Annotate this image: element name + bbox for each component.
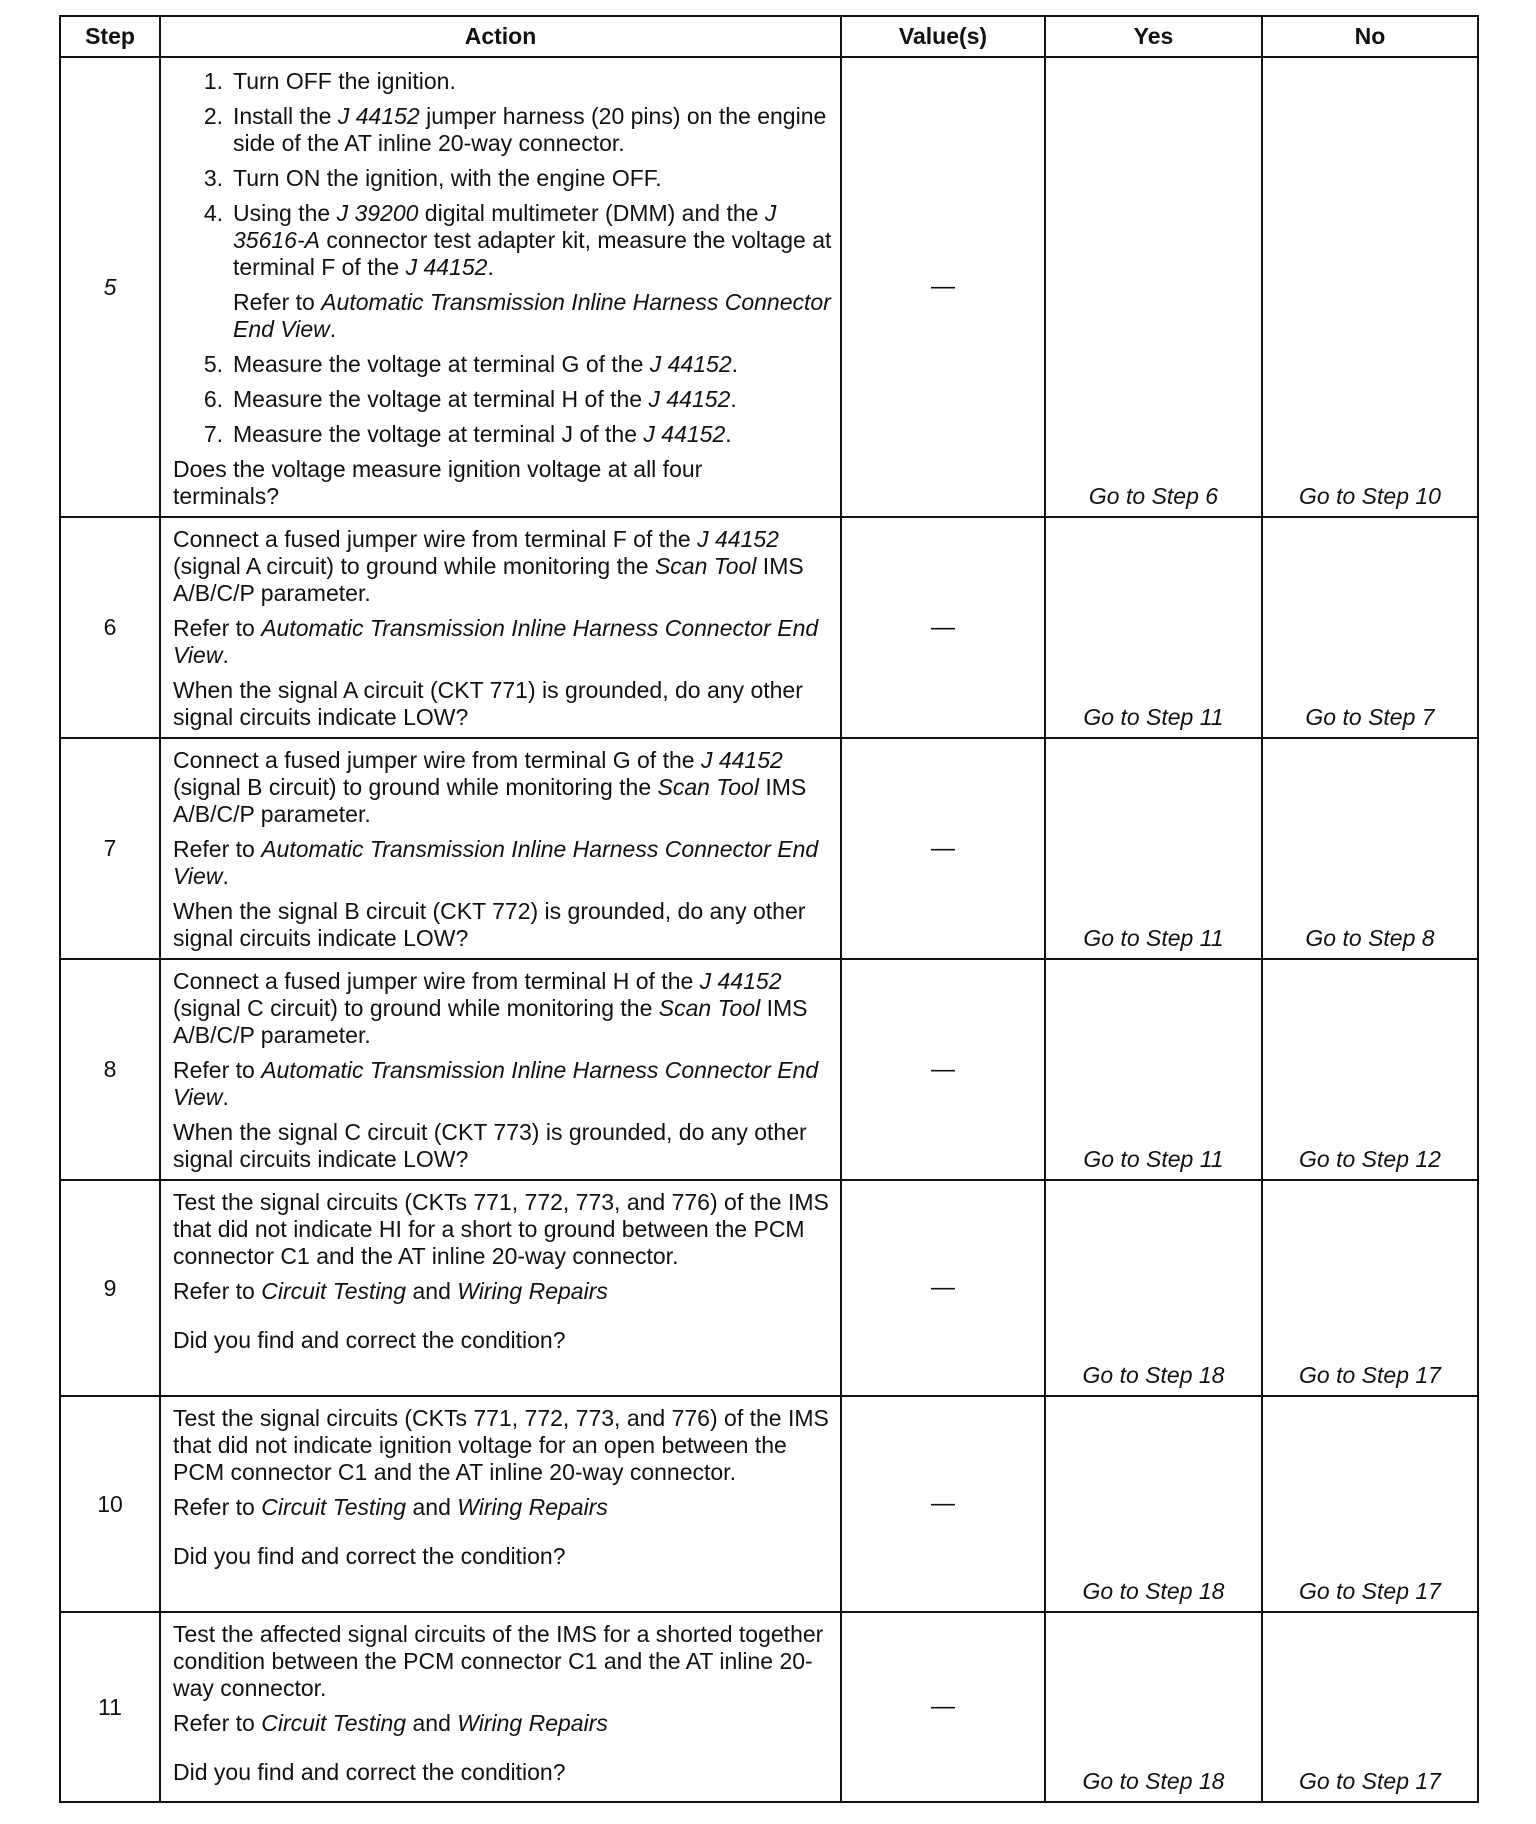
list-item: 2. Install the J 44152 jumper harness (20 pins) on the engine side of the AT inline 20-way connector. xyxy=(203,103,827,156)
step-number: 10 xyxy=(60,1396,160,1612)
no-cell: Go to Step 17 xyxy=(1262,1612,1478,1802)
yes-cell: Go to Step 11 xyxy=(1045,959,1262,1180)
header-no: No xyxy=(1262,16,1478,57)
list-item: 4. Using the J 39200 digital multimeter (DMM) and the J 35616-A connector test adapter kit, measure the voltage at terminal F of the J 44152. xyxy=(203,200,832,280)
no-cell: Go to Step 17 xyxy=(1262,1396,1478,1612)
table-row xyxy=(60,1180,1478,1396)
value-cell: — xyxy=(841,959,1045,1180)
list-item: 7. Measure the voltage at terminal J of the J 44152. xyxy=(203,421,732,447)
refer-note: Refer to Circuit Testing and Wiring Repairs xyxy=(173,1494,608,1520)
no-cell: Go to Step 7 xyxy=(1262,517,1478,738)
table-row xyxy=(60,1612,1478,1802)
no-cell: Go to Step 17 xyxy=(1262,1180,1478,1396)
action-cell: Connect a fused jumper wire from terminal F of the J 44152 (signal A circuit) to ground while monitoring the Scan Tool IMS A/B/C/P parameter. Refer to Automatic Transmission Inline Harness Connector End View. When the signal A circuit (CKT 771) is grounded, do any other signal circuits indicate LOW? xyxy=(160,517,841,738)
header-action: Action xyxy=(160,16,841,57)
diagnostic-table xyxy=(59,15,1479,1803)
action-cell: Test the affected signal circuits of the IMS for a shorted together condition between the PCM connector C1 and the AT inline 20-way connector. Refer to Circuit Testing and Wiring Repairs Did you find and correct the condition? xyxy=(160,1612,841,1802)
list-item: 3. Turn ON the ignition, with the engine OFF. xyxy=(203,165,662,191)
question-text: Did you find and correct the condition? xyxy=(173,1543,566,1569)
step-number: 5 xyxy=(60,57,160,517)
table-row xyxy=(60,959,1478,1180)
action-cell: Connect a fused jumper wire from terminal H of the J 44152 (signal C circuit) to ground while monitoring the Scan Tool IMS A/B/C/P parameter. Refer to Automatic Transmission Inline Harness Connector End View. When the signal C circuit (CKT 773) is grounded, do any other signal circuits indicate LOW? xyxy=(160,959,841,1180)
header-step: Step xyxy=(60,16,160,57)
refer-note: Refer to Automatic Transmission Inline Harness Connector End View. xyxy=(173,836,819,889)
value-cell: — xyxy=(841,738,1045,959)
refer-note: Refer to Automatic Transmission Inline Harness Connector End View. xyxy=(173,615,819,668)
question-text: Did you find and correct the condition? xyxy=(173,1759,566,1785)
refer-note: Refer to Automatic Transmission Inline Harness Connector End View. xyxy=(173,1057,819,1110)
table-header-row xyxy=(60,16,1478,57)
table-row xyxy=(60,1396,1478,1612)
no-cell: Go to Step 10 xyxy=(1262,57,1478,517)
question-text: When the signal C circuit (CKT 773) is grounded, do any other signal circuits indicate LOW? xyxy=(173,1119,807,1172)
action-cell xyxy=(160,57,841,517)
refer-note: Refer to Circuit Testing and Wiring Repairs xyxy=(173,1710,608,1736)
value-cell: — xyxy=(841,1180,1045,1396)
action-cell: Connect a fused jumper wire from terminal G of the J 44152 (signal B circuit) to ground while monitoring the Scan Tool IMS A/B/C/P parameter. Refer to Automatic Transmission Inline Harness Connector End View. When the signal B circuit (CKT 772) is grounded, do any other signal circuits indicate LOW? xyxy=(160,738,841,959)
step-number: 6 xyxy=(60,517,160,738)
yes-cell: Go to Step 6 xyxy=(1045,57,1262,517)
value-cell: — xyxy=(841,1612,1045,1802)
header-values: Value(s) xyxy=(841,16,1045,57)
question-text: Does the voltage measure ignition voltage at all four terminals? xyxy=(173,456,703,509)
step-number: 9 xyxy=(60,1180,160,1396)
list-item: 5. Measure the voltage at terminal G of the J 44152. xyxy=(203,351,739,377)
header-yes: Yes xyxy=(1045,16,1262,57)
list-item: 1. Turn OFF the ignition. xyxy=(203,68,456,94)
no-cell: Go to Step 12 xyxy=(1262,959,1478,1180)
step-number: 7 xyxy=(60,738,160,959)
value-cell: — xyxy=(841,1396,1045,1612)
table-row xyxy=(60,57,1478,517)
value-cell: — xyxy=(841,57,1045,517)
step-number: 11 xyxy=(60,1612,160,1802)
yes-cell: Go to Step 18 xyxy=(1045,1180,1262,1396)
refer-note: Refer to Automatic Transmission Inline Harness Connector End View. xyxy=(233,289,831,342)
action-cell: Test the signal circuits (CKTs 771, 772, 773, and 776) of the IMS that did not indicate HI for a short to ground between the PCM connector C1 and the AT inline 20-way connector. Refer to Circuit Testing and Wiring Repairs Did you find and correct the condition? xyxy=(160,1180,841,1396)
table-row xyxy=(60,517,1478,738)
list-item: 6. Measure the voltage at terminal H of the J 44152. xyxy=(203,386,737,412)
question-text: When the signal A circuit (CKT 771) is grounded, do any other signal circuits indicate LOW? xyxy=(173,677,803,730)
table-row xyxy=(60,738,1478,959)
step-number: 8 xyxy=(60,959,160,1180)
yes-cell: Go to Step 11 xyxy=(1045,517,1262,738)
no-cell: Go to Step 8 xyxy=(1262,738,1478,959)
action-cell: Test the signal circuits (CKTs 771, 772, 773, and 776) of the IMS that did not indicate ignition voltage for an open between the PCM connector C1 and the AT inline 20-way connector. Refer to Circuit Testing and Wiring Repairs Did you find and correct the condition? xyxy=(160,1396,841,1612)
value-cell: — xyxy=(841,517,1045,738)
yes-cell: Go to Step 11 xyxy=(1045,738,1262,959)
yes-cell: Go to Step 18 xyxy=(1045,1396,1262,1612)
question-text: When the signal B circuit (CKT 772) is grounded, do any other signal circuits indicate LOW? xyxy=(173,898,806,951)
refer-note: Refer to Circuit Testing and Wiring Repairs xyxy=(173,1278,608,1304)
yes-cell: Go to Step 18 xyxy=(1045,1612,1262,1802)
question-text: Did you find and correct the condition? xyxy=(173,1327,566,1353)
